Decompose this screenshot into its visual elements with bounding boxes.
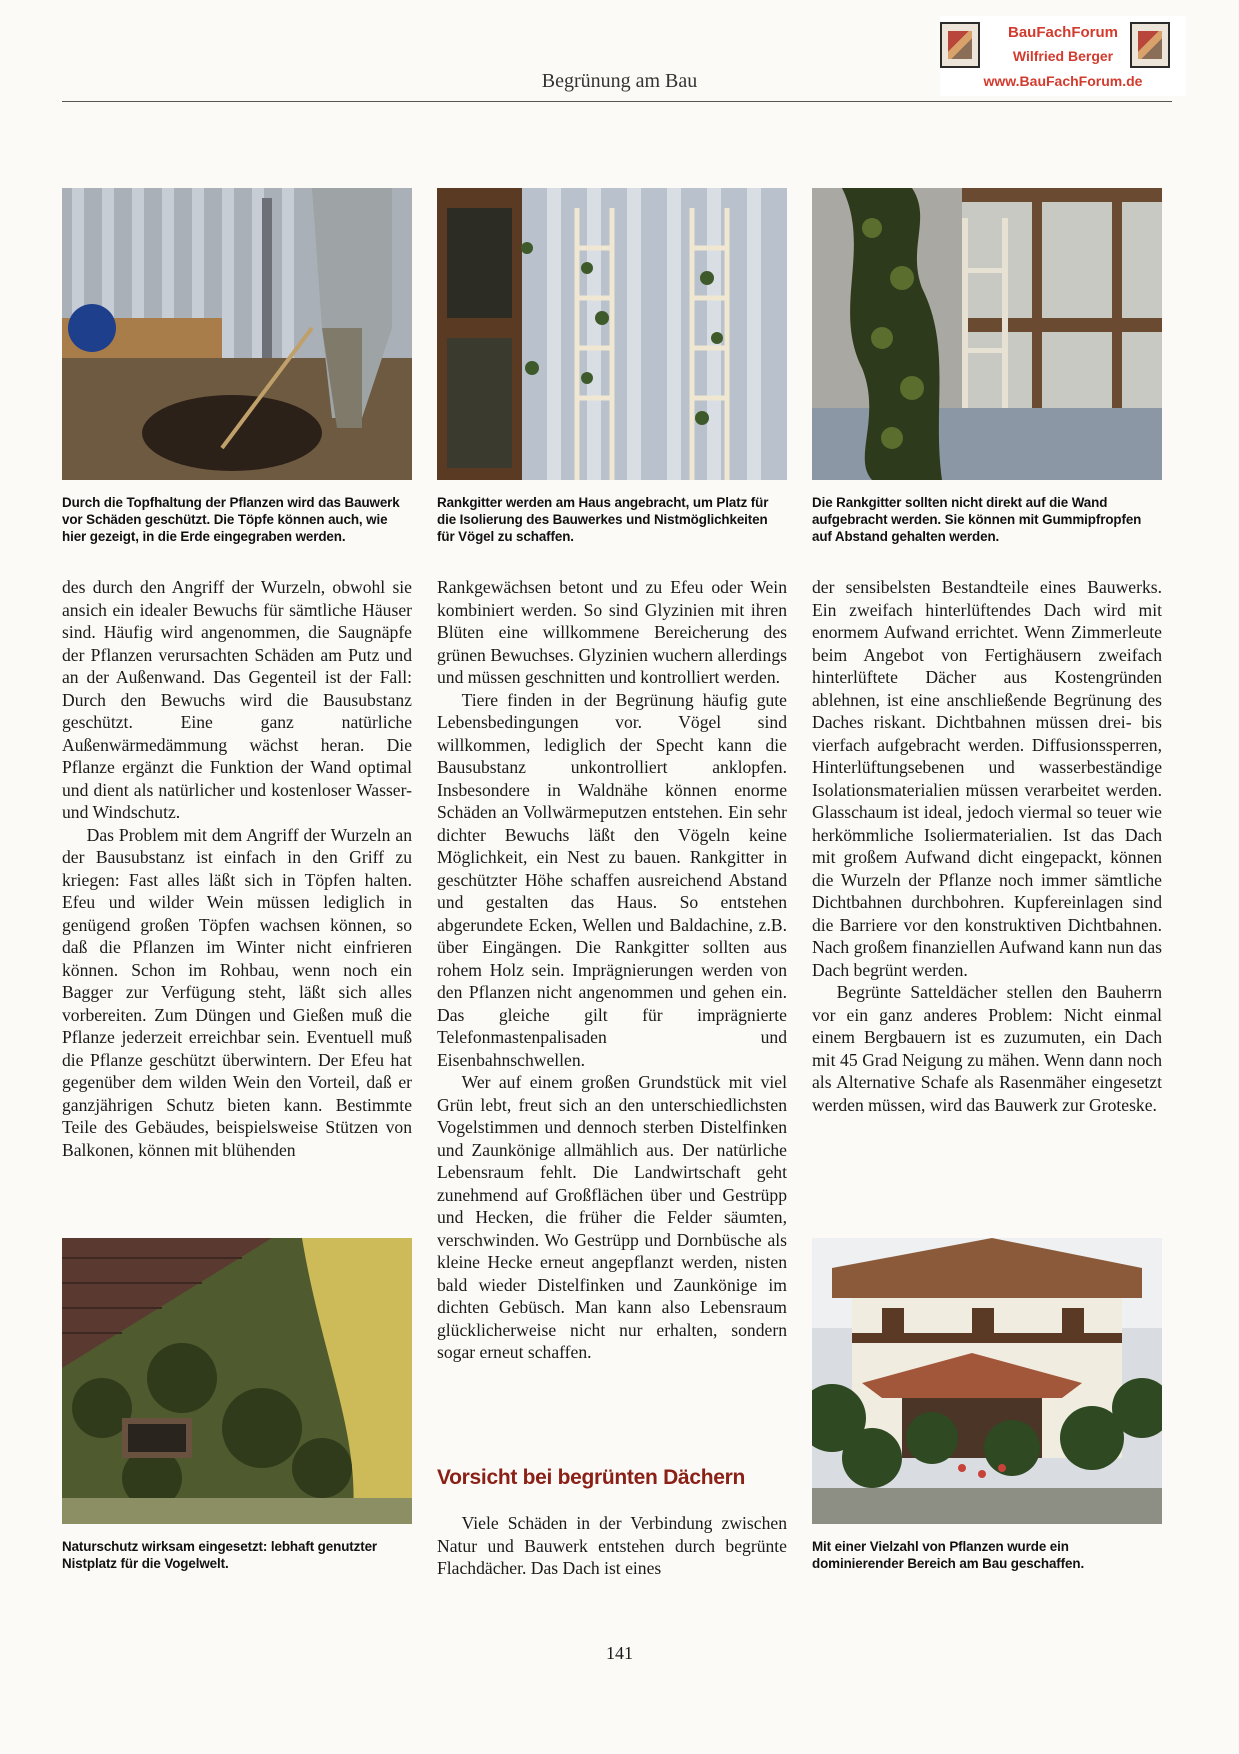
baufachforum-logo[interactable] [940, 16, 1186, 96]
section-heading: Vorsicht bei begrünten Dächern [437, 1466, 745, 1489]
page-number: 141 [606, 1643, 633, 1663]
header-rule [62, 101, 1172, 102]
paragraph: des durch den Angriff der Wurzeln, obwohl sie ansich ein idealer Bewuchs für sämtliche Häuser sind. Häufig wird angenommen, die Saugnäpfe der Pflanzen verursachten Schäden am Putz und an der Außenwand. Das Gegenteil ist der Fall: Durch den Bewuchs wird die Bausubstanz geschützt. Eine ganz natürliche Außenwärmedämmung wächst heran. Die Pflanze ergänzt die Funktion der Wand optimal und dient als natürlicher und kostenloser Wasser- und Windschutz. [62, 577, 412, 822]
logo-line-1: BauFachForum [1007, 24, 1118, 41]
paragraph: Wer auf einem großen Grundstück mit viel Grün lebt, freut sich an den unterschiedlichsten Vogelstimmen und dennoch sterben Distelfinken und Zaunkönige allmählich aus. Der natürliche Lebensraum fehlt. Die Landwirtschaft geht zunehmend auf Großflächen über und Gestrüpp und Hecken, die früher die Felder säumten, verschwinden. Wo Gestrüpp und Dornbüsche als kleine Hecke erneut angepflanzt werden, nisten bald wieder Distelfinken und Zaunkönige im dichten Gebüsch. Man kann also Lebensraum glücklicherweise nicht nur erhalten, sondern sogar erneut schaffen. [437, 1072, 787, 1362]
caption-figure-2: Rankgitter werden am Haus angebracht, um Platz für die Isolierung des Bauwerkes und Nistmöglichkeiten für Vögel zu schaffen. [437, 495, 769, 544]
caption-figure-5: Mit einer Vielzahl von Pflanzen wurde ein dominierender Bereich am Bau geschaffen. [812, 1539, 1085, 1571]
photo-ivy-trellis-spacing [812, 188, 1162, 480]
caption-figure-1: Durch die Topfhaltung der Pflanzen wird das Bauwerk vor Schäden geschützt. Die Töpfe können auch, wie hier gezeigt, in die Erde eingegraben werden. [62, 495, 400, 544]
logo-url[interactable]: www.BauFachForum.de [983, 73, 1143, 89]
photo-ivy-covered-house [62, 1238, 412, 1524]
paragraph: Begrünte Satteldächer stellen den Bauherrn vor ein ganz anderes Problem: Nicht einmal einem Bergbauern ist es zuzumuten, ein Dach mit 45 Grad Neigung zu mähen. Wenn dann noch als Alternative Schafe als Rasenmäher eingesetzt werden müssen, wird das Bauwerk zur Groteske. [812, 982, 1162, 1115]
caption-figure-3: Die Rankgitter sollten nicht direkt auf die Wand aufgebracht werden. Sie können mit Gummipfropfen auf Abstand gehalten werden. [812, 495, 1142, 544]
paragraph: Das Problem mit dem Angriff der Wurzeln an der Bausubstanz ist einfach in den Griff zu kriegen: Fast alles läßt sich in Töpfen halten. Efeu und wilder Wein müssen lediglich in genügend großen Töpfen wachsen können, so daß die Pflanzen im Winter nicht einfrieren können. Schon im Rohbau, wenn noch ein Bagger zur Verfügung steht, läßt sich alles vorbereiten. Zum Düngen und Gießen muß die Pflanze jederzeit erreichbar sein. Eventuell muß die Pflanze geschützt überwintern. Der Efeu hat gegenüber dem wilden Wein den Vorteil, daß er ganzjährigen Schutz bieten kann. Bestimmte Teile des Gebäudes, beispielsweise Stützen von Balkonen, können mit blühenden [62, 824, 412, 1160]
paragraph: der sensibelsten Bestandteile eines Bauwerks. Ein zweifach hinterlüftendes Dach wird mit enormem Aufwand errichtet. Wenn Zimmerleute beim Angebot von Fertighäusern zweifach hinterlüftete Dächer aus Kostengründen ablehnen, ist eine anschließende Begrünung des Daches riskant. Dichtbahnen müssen drei- bis vierfach aufgebracht werden. Diffusionssperren, Hinterlüftungsebenen und wasserbeständige Isolationsmaterialien müssen verarbeitet werden. Glasschaum ist ideal, jedoch viermal so teuer wie herkömmliche Isoliermaterialien. Ist das Dach mit großem Aufwand dicht eingepackt, können die Wurzeln der Pflanze noch immer sämtliche Dichtbahnen durchbohren. Kupfereinlagen sind die Barriere vor den konstruktiven Dichtbahnen. Nach großem finanziellen Aufwand kann nun das Dach begrünt werden. [812, 577, 1162, 980]
logo-line-2: Wilfried Berger [1012, 48, 1114, 64]
paragraph: Rankgewächsen betont und zu Efeu oder Wein kombiniert werden. So sind Glyzinien mit ihren Blüten eine willkommene Bereicherung des grünen Bewuchses. Glyzinien wuchern allerdings und müssen geschnitten und kontrolliert werden. [437, 577, 787, 687]
article-column-2-continued [437, 1512, 787, 1580]
article-column-3 [812, 576, 1162, 1116]
photo-digging-plant-pot [62, 188, 412, 480]
paragraph: Tiere finden in der Begrünung häufig gute Lebensbedingungen vor. Vögel sind willkommen, lediglich der Specht kann die Bausubstanz unkontrolliert anklopfen. Insbesondere in Waldnähe können enorme Schäden an Vollwärmeputzen entstehen. Ein sehr dichter Bewuchs läßt den Vögeln keine Möglichkeit, ein Nest zu bauen. Rankgitter in geschützter Höhe schaffen ausreichend Abstand und gestalten das Haus. So entstehen abgerundete Ecken, Wellen und Baldachine, z.B. über Eingängen. Die Rankgitter sollten aus rohem Holz sein. Imprägnierungen werden von den Pflanzen nicht angenommen und gehen ein. Das gleiche gilt für imprägnierte Telefonmastenpalisaden und Eisenbahnschwellen. [437, 689, 787, 1070]
caption-figure-4: Naturschutz wirksam eingesetzt: lebhaft genutzter Nistplatz für die Vogelwelt. [62, 1539, 378, 1571]
article-column-2 [437, 576, 787, 1364]
paragraph: Viele Schäden in der Verbindung zwischen Natur und Bauwerk entstehen durch begrünte Flachdächer. Das Dach ist eines [437, 1513, 787, 1578]
running-title: Begrünung am Bau [541, 70, 698, 92]
photo-planted-house-entrance [812, 1238, 1162, 1524]
photo-trellis-wall [437, 188, 787, 480]
article-column-1 [62, 576, 412, 1161]
